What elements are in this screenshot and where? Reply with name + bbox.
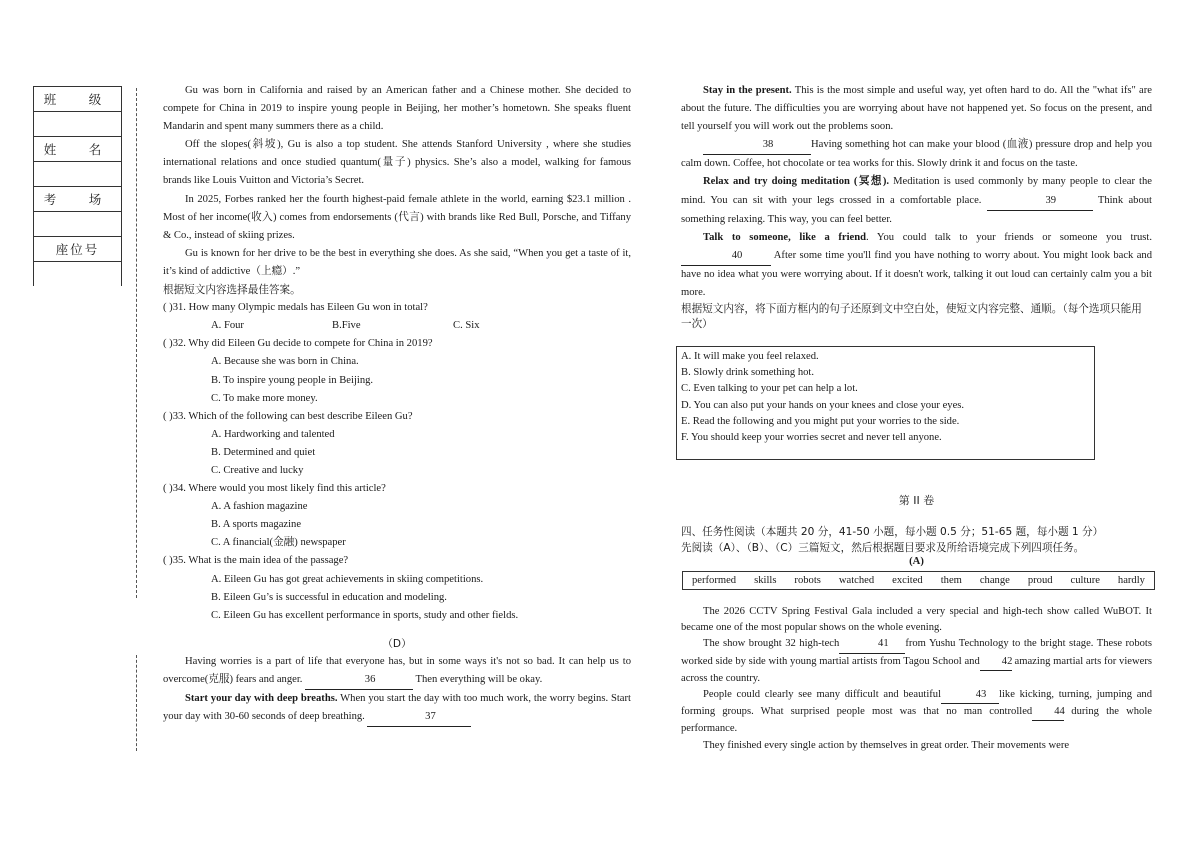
option[interactable]: C. Six (453, 320, 480, 332)
word: hardly (1117, 575, 1145, 586)
word: proud (1027, 575, 1053, 586)
box-option: E. Read the following and you might put your worries to the side. (681, 415, 960, 427)
option[interactable]: B. Determined and quiet (211, 446, 316, 458)
options-box (676, 346, 1095, 460)
option[interactable]: A. Four (211, 320, 244, 332)
word: culture (1070, 575, 1100, 586)
blank-37[interactable]: 37 (367, 708, 471, 727)
section-a-heading: (A) (909, 556, 924, 567)
paragraph: The show brought 32 high-tech 41 from Yushu Technology to the bright stage. These robots worked side by side with young martial artists from Tagou School and 42 amazing martial arts for viewers across the country. (681, 638, 1152, 684)
word: performed (691, 575, 737, 586)
question-32: ( )32. Why did Eileen Gu decide to compete for China in 2019? (163, 338, 433, 350)
option[interactable]: B. A sports magazine (211, 519, 302, 531)
exam-room-field[interactable] (34, 212, 121, 237)
option[interactable]: A. Hardworking and talented (211, 428, 335, 440)
name-label: 姓 名 (34, 137, 121, 162)
section4-title: 四、任务性阅读（本题共 20 分，41-50 小题，每小题 0.5 分；51-65 题，每小题 1 分） (681, 526, 1104, 538)
question-33: ( )33. Which of the following can best describe Eileen Gu? (163, 410, 413, 422)
section-d-heading: （D） (382, 637, 412, 650)
word-box (682, 571, 1155, 590)
paragraph: Start your day with deep breaths. When you start the day with too much work, the worry begins. Start your day with 30-60 seconds of deep breathing. 37 (163, 690, 631, 727)
box-option: F. You should keep your worries secret and never tell anyone. (681, 432, 942, 444)
word: excited (892, 575, 923, 586)
box-option: B. Slowly drink something hot. (681, 367, 815, 379)
word: watched (838, 575, 875, 586)
left-column (163, 82, 631, 727)
paragraph: Talk to someone, like a friend. You could talk to your friends or someone you trust. 40 After some time you'll find you have nothing to worry about. You might look back and have no idea what you were worrying about. If it doesn't work, talking it out loud can certainly calm you a bit more. (681, 231, 1152, 299)
box-option: C. Even talking to your pet can help a lot. (681, 383, 858, 395)
option[interactable]: C. Eileen Gu has excellent performance in sports, study and other fields. (211, 609, 519, 621)
paragraph: In 2025, Forbes ranked her the fourth highest-paid female athlete in the world, earning $23.1 million . Most of her income(收入) comes from endorsements (代言) with brands like Red Bull, Porsche, and Tiffany & Co., instead of skiing prizes. (163, 193, 631, 241)
paragraph: Gu was born in California and raised by an American father and a Chinese mother. She decided to compete for China in 2019 to inspire young people in Beijing, her mother’s hometown. She speaks fluent Mandarin and spent many summers there as a child. (163, 85, 631, 133)
option[interactable]: B.Five (332, 320, 361, 332)
word: skills (754, 575, 777, 586)
word: robots (794, 575, 821, 586)
question-35: ( )35. What is the main idea of the passage? (163, 555, 349, 567)
box-option: D. You can also put your hands on your knees and close your eyes. (681, 399, 965, 411)
box-option: A. It will make you feel relaxed. (681, 351, 819, 362)
paragraph: Stay in the present. This is the most simple and useful way, yet often hard to do. All the "what ifs" are about the future. The difficulties you are worrying about have not happened yet. So focus on the present, and tell yourself you will work out the problems soon. (681, 85, 1152, 133)
option[interactable]: A. Eileen Gu has got great achievements in skiing competitions. (211, 573, 484, 585)
instruction: 根据短文内容选择最佳答案。 (163, 284, 301, 297)
blank-44[interactable]: 44 (1032, 704, 1064, 721)
passage-a (681, 604, 1152, 754)
blank-43[interactable]: 43 (941, 687, 999, 704)
option[interactable]: C. Creative and lucky (211, 464, 304, 476)
paragraph: Relax and try doing meditation (冥想). Meditation is used commonly by many people to clear the mind. You can sit with your legs crossed in a comfortable place. 39 Think about something relaxing. This way, you can feel better. (681, 176, 1152, 225)
blank-41[interactable]: 41 (839, 636, 905, 653)
blank-36[interactable]: 36 (305, 671, 413, 690)
word: them (940, 575, 962, 586)
option[interactable]: C. A financial(金融) newspaper (211, 537, 346, 549)
blank-39[interactable]: 39 (987, 192, 1093, 211)
blank-38[interactable]: 38 (703, 136, 811, 155)
seat-number-field[interactable] (34, 262, 121, 286)
paragraph: 38 Having something hot can make your blood (血液) pressure drop and help you calm down. Coffee, hot chocolate or tea works for this. Slowly drink it and focus on the taste. (681, 136, 1152, 173)
option[interactable]: A. A fashion magazine (211, 501, 308, 513)
options-31 (163, 317, 631, 335)
paragraph: Gu is known for her drive to be the best in everything she does. As she said, “When you get a taste of it, it’s kind of addictive（上瘾）.” (163, 247, 631, 277)
question-34: ( )34. Where would you most likely find this article? (163, 483, 386, 495)
option[interactable]: A. Because she was born in China. (211, 356, 359, 368)
instruction: 根据短文内容，将下面方框内的句子还原到文中空白处，使短文内容完整、通顺。（每个选项只能用一次） (681, 303, 1142, 331)
class-label: 班 级 (34, 87, 121, 112)
exam-room-label: 考 场 (34, 187, 121, 212)
option[interactable]: C. To make more money. (211, 392, 318, 404)
class-field[interactable] (34, 112, 121, 137)
option[interactable]: B. Eileen Gu’s is successful in education and modeling. (211, 591, 447, 603)
option[interactable]: B. To inspire young people in Beijing. (211, 374, 374, 386)
blank-42[interactable]: 42 (980, 654, 1012, 671)
section4-heading (681, 524, 1161, 556)
right-column (681, 82, 1152, 332)
student-info-table (33, 86, 122, 286)
paragraph: Off the slopes(斜坡), Gu is also a top student. She attends Stanford University , where she studies international relations and once studied quantum(量子) physics. She’s also a model, walking for famous brands like Louis Vuitton and Victoria’s Secret. (163, 139, 631, 187)
paragraph: Having worries is a part of life that everyone has, but in some ways it's not so bad. It can help us to overcome(克服) fears and anger. 36 Then everything will be okay. (163, 653, 631, 690)
paragraph: The 2026 CCTV Spring Festival Gala included a very special and high-tech show called WuBOT. It became one of the most popular shows on the whole evening. (681, 606, 1152, 634)
word: change (979, 575, 1010, 586)
seat-number-label: 座位号 (34, 237, 121, 262)
binding-line-lower (136, 655, 137, 751)
name-field[interactable] (34, 162, 121, 187)
blank-40[interactable]: 40 (681, 247, 771, 266)
binding-line (136, 88, 137, 598)
part-two-heading: 第 II 卷 (898, 494, 935, 507)
section4-instruction: 先阅读（A）、（B）、（C）三篇短文，然后根据题目要求及所给语境完成下列四项任务。 (681, 542, 1085, 554)
paragraph: They finished every single action by themselves in great order. Their movements were (703, 739, 1070, 751)
question-31: ( )31. How many Olympic medals has Eileen Gu won in total? (163, 302, 428, 314)
paragraph: People could clearly see many difficult and beautiful 43 like kicking, turning, jumping and forming groups. What surprised people most was that no man controlled 44 during the whole performance. (681, 689, 1152, 735)
